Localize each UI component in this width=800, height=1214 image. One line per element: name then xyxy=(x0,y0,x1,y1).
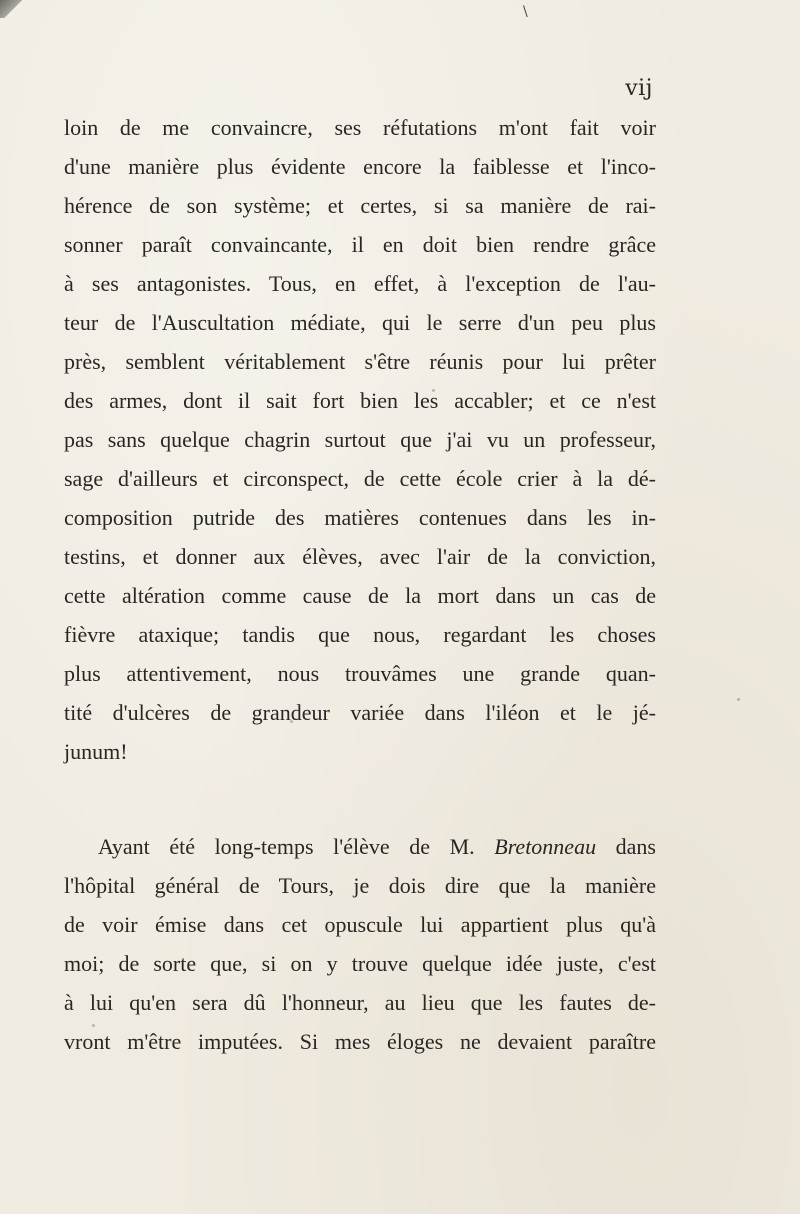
text-line: hérence de son système; et certes, si sa manière de rai- xyxy=(64,193,656,218)
text-line: près, semblent véritablement s'être réunis pour lui prêter xyxy=(64,349,656,374)
text-line: cette altération comme cause de la mort dans un cas de xyxy=(64,583,656,608)
text-line: des armes, dont il sait fort bien les accabler; et ce n'est xyxy=(64,388,656,413)
text-line: sonner paraît convaincante, il en doit bien rendre grâce xyxy=(64,232,656,257)
text-line: testins, et donner aux élèves, avec l'air de la conviction, xyxy=(64,544,656,569)
text-line: d'une manière plus évidente encore la faiblesse et l'inco- xyxy=(64,154,656,179)
text-line: sage d'ailleurs et circonspect, de cette école crier à la dé- xyxy=(64,466,656,491)
text-line: pas sans quelque chagrin surtout que j'ai vu un professeur, xyxy=(64,427,656,452)
text-line: l'hôpital général de Tours, je dois dire que la manière xyxy=(64,873,656,898)
text-line: teur de l'Auscultation médiate, qui le serre d'un peu plus xyxy=(64,310,656,335)
paper-speck xyxy=(737,698,740,701)
text-line: composition putride des matières contenues dans les in- xyxy=(64,505,656,530)
text-line: plus attentivement, nous trouvâmes une grande quan- xyxy=(64,661,656,686)
text-line: moi; de sorte que, si on y trouve quelque idée juste, c'est xyxy=(64,951,656,976)
paper-speck xyxy=(92,1024,95,1027)
paper-speck xyxy=(290,720,293,723)
text-segment: dans xyxy=(596,834,656,859)
text-segment: Ayant été long-temps l'élève de M. xyxy=(98,834,495,859)
text-line xyxy=(64,827,656,866)
paragraph-gap xyxy=(64,771,656,827)
text-line: tité d'ulcères de grandeur variée dans l'iléon et le jé- xyxy=(64,700,656,725)
text-line: junum! xyxy=(64,739,128,764)
paper-speck xyxy=(432,389,435,392)
paragraph-1 xyxy=(64,108,656,771)
person-name: Bretonneau xyxy=(494,834,597,859)
text-line: à ses antagonistes. Tous, en effet, à l'exception de l'au- xyxy=(64,271,656,296)
text-line: loin de me convaincre, ses réfutations m'ont fait voir xyxy=(64,115,656,140)
page-number: vij xyxy=(625,76,653,101)
text-line: de voir émise dans cet opuscule lui appartient plus qu'à xyxy=(64,912,656,937)
scan-mark: \ xyxy=(523,4,528,20)
page-corner-fold xyxy=(0,0,22,18)
text-line: fièvre ataxique; tandis que nous, regardant les choses xyxy=(64,622,656,647)
text-line: à lui qu'en sera dû l'honneur, au lieu que les fautes de- xyxy=(64,990,656,1015)
body-text xyxy=(64,108,656,1061)
text-line: vront m'être imputées. Si mes éloges ne devaient paraître xyxy=(64,1029,656,1054)
paragraph-2 xyxy=(64,827,656,1061)
